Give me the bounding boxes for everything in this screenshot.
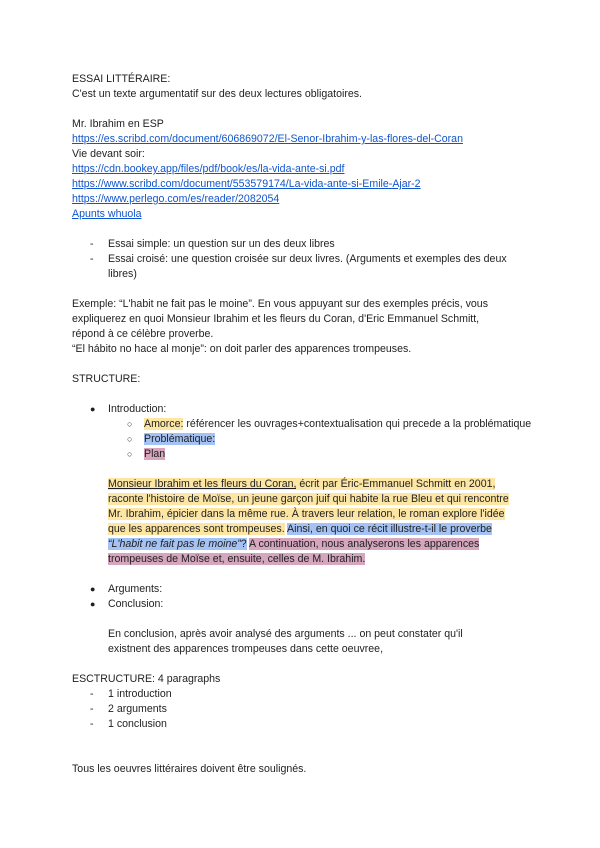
plan-item: ○ Plan [127,448,166,460]
doc-title: ESSAI LITTÉRAIRE: [72,73,171,85]
amorce-item: ○ Amorce: référencer les ouvrages+contextualisation qui precede a la problématique [127,418,532,430]
example-line-4: “El hábito no hace al monje”: on doit parler des apparences trompeuses. [72,343,412,355]
doc-intro: C'est un texte argumentatif sur des deux lectures obligatoires. [72,88,362,100]
ibrahim-link[interactable]: https://es.scribd.com/document/606869072/El-Senor-Ibrahim-y-las-flores-del-Coran [72,133,463,145]
arguments-item: ● Arguments: [90,583,163,595]
list-item: - Essai simple: un question sur un des deux libres [90,238,335,250]
vie-link-apunts[interactable]: Apunts whuola [72,208,142,220]
vie-link-bookey[interactable]: https://cdn.bookey.app/files/pdf/book/es/la-vida-ante-si.pdf [72,163,345,175]
vie-link-scribd[interactable]: https://www.scribd.com/document/553579174/La-vida-ante-si-Emile-Ajar-2 [72,178,421,190]
example-line-2: expliquerez en quoi Monsieur Ibrahim et les fleurs du Coran, d'Eric Emmanuel Schmitt, [72,313,480,325]
list-item: - 1 conclusion [90,718,167,730]
essay-types-list [72,237,532,282]
conclusion-paragraph: En conclusion, après avoir analysé des arguments ... on peut constater qu'il existnent des apparences trompeuses dans cette oeuvree, [108,628,463,655]
intro-paragraph: Monsieur Ibrahim et les fleurs du Coran, écrit par Éric-Emmanuel Schmitt en 2001, raconte l'histoire de Moïse, un jeune garçon juif qui habite la rue Bleu et qui rencontre Mr. Ibrahim, épicier dans la même rue. À travers leur relation, le roman explore l'idée que les apparences sont trompeuses. Ainsi, en quoi ce récit illustre-t-il le proverbe “L'habit ne fait pas le moine”? A continuation, nous analyserons les apparences trompeuses de Moïse et, ensuite, celles de M. Ibrahim. [108,478,509,565]
problematique-item: ○ Problématique: [127,433,216,445]
list-item: - 2 arguments [90,703,167,715]
structure-title: STRUCTURE: [72,373,141,385]
example-line-3: répond à ce célèbre proverbe. [72,328,214,340]
ibrahim-label: Mr. Ibrahim en ESP [72,118,164,130]
esctructure-list [72,687,532,732]
conclusion-item: ● Conclusion: [90,598,164,610]
example-line-1: Exemple: “L'habit ne fait pas le moine”. En vous appuyant sur des exemples précis, vous [72,298,488,310]
footer-note: Tous les oeuvres littéraires doivent être soulignés. [72,763,307,775]
list-item: - 1 introduction [90,688,172,700]
list-item: - Essai croisé: une question croisée sur deux livres. (Arguments et exemples des deux libres) [90,253,507,280]
document-page [72,72,532,777]
introduction-item: ● Introduction: [90,403,167,415]
vie-link-perlego[interactable]: https://www.perlego.com/es/reader/2082054 [72,193,280,205]
vie-label: Vie devant soir: [72,148,145,160]
esctructure-title: ESCTRUCTURE: 4 paragraphs [72,673,221,685]
